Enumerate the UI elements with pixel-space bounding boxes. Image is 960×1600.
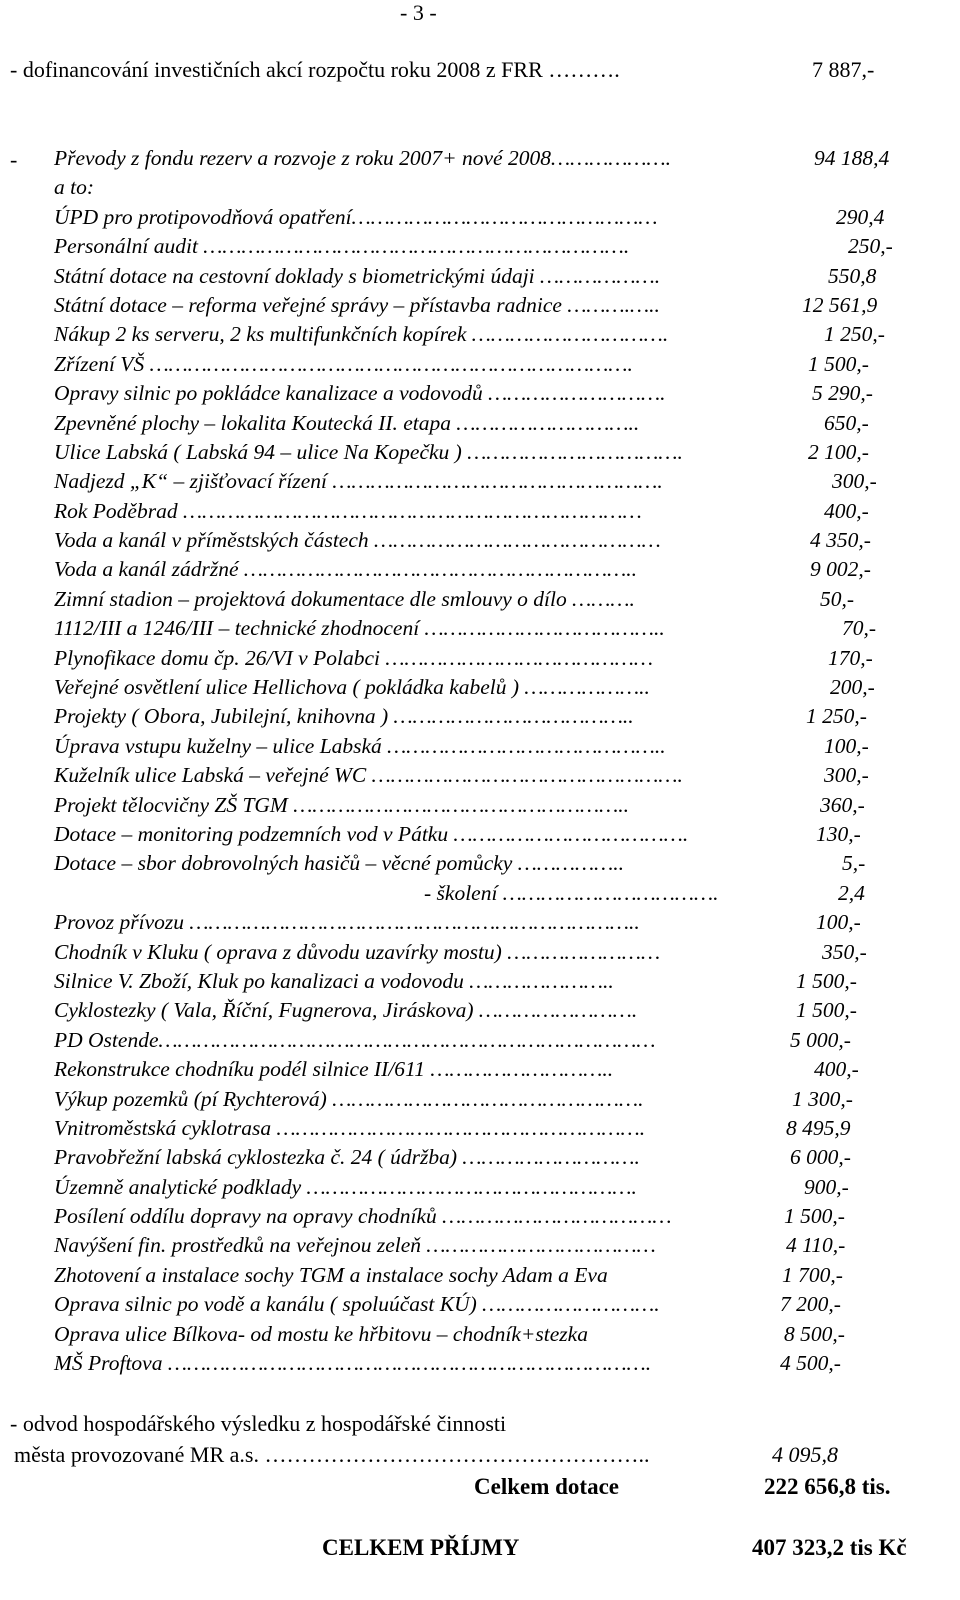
- transfer-item-value: 7 200,-: [780, 1292, 841, 1317]
- transfer-item-row: [54, 1290, 914, 1319]
- transfer-item-value: 8 500,-: [784, 1321, 845, 1346]
- transfer-item-row: [54, 144, 914, 173]
- transfer-item-label: Voda a kanál v příměstských částech ………………………………………: [54, 528, 661, 553]
- total-prijmy-label: CELKEM PŘÍJMY: [322, 1535, 520, 1560]
- transfer-item-label: Zpevněné plochy – lokalita Koutecká II. etapa ………………………..: [54, 410, 640, 435]
- transfer-item-row: [54, 1143, 914, 1172]
- transfer-item-value: 100,-: [816, 910, 861, 935]
- transfer-item-row: [54, 173, 914, 202]
- transfer-item-row: [54, 1231, 914, 1260]
- transfer-item-row: [54, 1173, 914, 1202]
- transfer-item-label: Úprava vstupu kuželny – ulice Labská ……………………………………..: [54, 733, 666, 758]
- transfer-item-value: 4 350,-: [810, 528, 871, 553]
- transfer-item-value: 650,-: [824, 410, 869, 435]
- frr-line-value: 7 887,-: [812, 57, 875, 82]
- transfer-item-label: Projekt tělocvičny ZŠ TGM ……………………………………………..: [54, 792, 629, 817]
- transfer-item-row: [54, 761, 914, 790]
- transfer-item-value: 1 250,-: [824, 322, 885, 347]
- transfer-item-value: 900,-: [804, 1174, 849, 1199]
- transfer-item-value: 200,-: [830, 675, 875, 700]
- transfer-item-value: 6 000,-: [790, 1145, 851, 1170]
- transfer-item-label: Kuželník ulice Labská – veřejné WC ………………………………………….: [54, 763, 683, 788]
- transfer-item-list: [54, 144, 914, 1378]
- transfer-item-row: [54, 262, 914, 291]
- transfer-item-label: Zřízení VŠ ………………………………………………………………….: [54, 351, 633, 376]
- transfer-item-row: [54, 1026, 914, 1055]
- transfer-item-value: 1 500,-: [808, 351, 869, 376]
- transfer-item-value: 5,-: [842, 851, 866, 876]
- transfer-item-row: [54, 438, 914, 467]
- transfer-item-row: [54, 379, 914, 408]
- transfer-item-label: PD Ostende……………………………………………………………………: [54, 1027, 656, 1052]
- transfer-item-label: Státní dotace – reforma veřejné správy – přístavba radnice ……….…..: [54, 292, 660, 317]
- transfer-item-label: Plynofikace domu čp. 26/VI v Polabci ……………………………………: [54, 645, 653, 670]
- odvod-value: 4 095,8: [772, 1442, 838, 1467]
- transfer-item-label: Chodník v Kluku ( oprava z důvodu uzavírky mostu) ……………………: [54, 939, 661, 964]
- transfer-item-value: 50,-: [820, 586, 855, 611]
- transfer-item-row: [54, 497, 914, 526]
- transfer-item-row: [54, 967, 914, 996]
- transfer-item-label: Posílení oddílu dopravy na opravy chodníků ………………………………: [54, 1204, 672, 1229]
- transfer-item-label: Rok Poděbrad ………………………………………………………………: [54, 498, 642, 523]
- page-number: - 3 -: [400, 0, 437, 25]
- transfer-item-row: [54, 908, 914, 937]
- total-dotace-label: Celkem dotace: [474, 1474, 619, 1499]
- transfer-item-label: Převody z fondu rezerv a rozvoje z roku 2007+ nové 2008……………….: [54, 146, 672, 170]
- transfer-item-label: Voda a kanál zádržné ……………………………………………………..: [54, 557, 637, 582]
- transfer-item-row: [54, 938, 914, 967]
- transfer-item-row: [54, 820, 914, 849]
- transfer-item-row: [54, 409, 914, 438]
- transfer-item-row: [54, 1320, 914, 1349]
- transfer-item-row: [54, 555, 914, 584]
- transfer-item-label: Územně analytické podklady …………………………………………….: [54, 1174, 637, 1199]
- transfer-item-row: [54, 673, 914, 702]
- transfer-item-row: [54, 1114, 914, 1143]
- transfer-item-value: 70,-: [842, 616, 877, 641]
- transfer-item-row: [54, 879, 914, 908]
- transfer-item-label: Silnice V. Zboží, Kluk po kanalizaci a vodovodu …………………..: [54, 968, 614, 993]
- transfer-item-row: [54, 732, 914, 761]
- transfer-item-value: 2,4: [838, 880, 865, 905]
- total-dotace-value: 222 656,8 tis.: [764, 1474, 891, 1499]
- odvod-line2: města provozované MR a.s. ……………………………………………..: [14, 1442, 650, 1467]
- transfer-item-row: [54, 614, 914, 643]
- transfer-item-label: Projekty ( Obora, Jubilejní, knihovna ) ………………………………..: [54, 704, 634, 729]
- transfer-item-row: [54, 1261, 914, 1290]
- transfer-item-row: [54, 320, 914, 349]
- transfer-item-value: 8 495,9: [786, 1115, 851, 1140]
- transfer-item-label: Vnitroměstská cyklotrasa ………………………………………………….: [54, 1115, 646, 1140]
- transfer-item-label: Provoz přívozu ……………………………………………………………..: [54, 910, 640, 935]
- transfer-item-row: [54, 1202, 914, 1231]
- transfer-item-value: 300,-: [832, 469, 877, 494]
- total-prijmy-value: 407 323,2 tis Kč: [752, 1535, 907, 1560]
- frr-line-label: - dofinancování investičních akcí rozpočtu roku 2008 z FRR ……….: [10, 57, 620, 82]
- transfer-item-value: 12 561,9: [802, 292, 878, 317]
- transfer-item-label: Oprava silnic po vodě a kanálu ( spoluúčast KÚ) ……………………….: [54, 1292, 660, 1317]
- transfer-item-value: 400,-: [814, 1057, 859, 1082]
- transfer-item-row: [54, 702, 914, 731]
- transfer-item-value: 1 250,-: [806, 704, 867, 729]
- transfer-item-value: 290,4: [836, 204, 885, 229]
- transfer-item-label: Zimní stadion – projektová dokumentace dle smlouvy o dílo ……….: [54, 586, 635, 611]
- transfer-item-label: Personální audit ………………………………………………………….: [54, 234, 630, 259]
- transfer-item-label: ÚPD pro protipovodňová opatření…………………………………………: [54, 204, 658, 229]
- transfer-item-label: Navýšení fin. prostředků na veřejnou zeleň ………………………………: [54, 1233, 656, 1258]
- transfer-item-label: Výkup pozemků (pí Rychterová) ………………………………………….: [54, 1086, 644, 1111]
- transfer-item-row: [54, 291, 914, 320]
- transfer-item-row: [54, 644, 914, 673]
- transfer-item-row: [54, 350, 914, 379]
- transfer-item-value: 4 500,-: [780, 1351, 841, 1376]
- transfer-item-label: Oprava ulice Bílkova- od mostu ke hřbitovu – chodník+stezka: [54, 1321, 588, 1346]
- transfer-item-label: Dotace – sbor dobrovolných hasičů – věcné pomůcky ……………..: [54, 851, 625, 876]
- transfer-item-label: Opravy silnic po pokládce kanalizace a vodovodů ……………………….: [54, 381, 666, 406]
- transfer-item-label: - školení …………………………….: [424, 880, 719, 905]
- transfer-item-label: Ulice Labská ( Labská 94 – ulice Na Kopečku ) …………………………….: [54, 439, 683, 464]
- transfer-item-value: 1 300,-: [792, 1086, 853, 1111]
- transfer-item-label: Nadjezd „K“ – zjišťovací řízení …………………………………………….: [54, 469, 663, 494]
- transfer-item-label: Nákup 2 ks serveru, 2 ks multifunkčních kopírek ………………………….: [54, 322, 669, 347]
- transfer-item-row: [54, 1349, 914, 1378]
- transfer-item-value: 350,-: [822, 939, 867, 964]
- transfer-item-label: Pravobřežní labská cyklostezka č. 24 ( údržba) ……………………….: [54, 1145, 640, 1170]
- odvod-line1: - odvod hospodářského výsledku z hospodářské činnosti: [10, 1411, 507, 1436]
- transfer-item-value: 360,-: [820, 792, 865, 817]
- transfer-item-row: [54, 791, 914, 820]
- transfer-item-row: [54, 232, 914, 261]
- transfer-item-row: [54, 203, 914, 232]
- transfer-item-label: 1112/III a 1246/III – technické zhodnocení ………………………………..: [54, 616, 665, 641]
- transfer-item-label: Rekonstrukce chodníku podél silnice II/611 ………………………..: [54, 1057, 614, 1082]
- transfer-item-value: 250,-: [848, 234, 893, 259]
- transfer-item-row: [54, 996, 914, 1025]
- transfer-item-label: Státní dotace na cestovní doklady s biometrickými údaji ……………….: [54, 263, 661, 288]
- transfer-item-value: 1 500,-: [796, 968, 857, 993]
- transfer-item-value: 550,8: [828, 263, 877, 288]
- transfer-item-value: 94 188,4: [814, 146, 890, 170]
- transfer-item-value: 5 290,-: [812, 381, 873, 406]
- transfer-item-row: [54, 526, 914, 555]
- transfer-item-value: 4 110,-: [786, 1233, 846, 1258]
- transfer-item-value: 2 100,-: [808, 439, 869, 464]
- transfer-item-value: 300,-: [824, 763, 869, 788]
- transfer-item-value: 1 500,-: [784, 1204, 845, 1229]
- transfer-item-value: 100,-: [824, 733, 869, 758]
- transfer-item-label: Cyklostezky ( Vala, Říční, Fugnerova, Jiráskova) …………………….: [54, 998, 638, 1023]
- transfer-item-label: a to:: [54, 175, 95, 200]
- transfer-item-label: Veřejné osvětlení ulice Hellichova ( pokládka kabelů ) ………………..: [54, 675, 650, 700]
- transfer-item-value: 400,-: [824, 498, 869, 523]
- transfer-item-label: Dotace – monitoring podzemních vod v Pátku ……………………………….: [54, 821, 689, 846]
- transfer-item-value: 130,-: [816, 821, 861, 846]
- transfer-item-value: 1 700,-: [782, 1262, 843, 1287]
- transfer-item-row: [54, 849, 914, 878]
- transfer-item-value: 170,-: [828, 645, 873, 670]
- transfer-item-value: 9 002,-: [810, 557, 871, 582]
- transfer-item-value: 1 500,-: [796, 998, 857, 1023]
- transfer-item-label: MŠ Proftova ………………………………………………………………….: [54, 1351, 652, 1376]
- transfer-item-row: [54, 467, 914, 496]
- transfer-dash: -: [10, 147, 18, 172]
- transfer-item-label: Zhotovení a instalace sochy TGM a instalace sochy Adam a Eva: [54, 1262, 608, 1287]
- transfer-item-row: [54, 585, 914, 614]
- transfer-item-row: [54, 1085, 914, 1114]
- transfer-item-row: [54, 1055, 914, 1084]
- transfer-item-value: 5 000,-: [790, 1027, 851, 1052]
